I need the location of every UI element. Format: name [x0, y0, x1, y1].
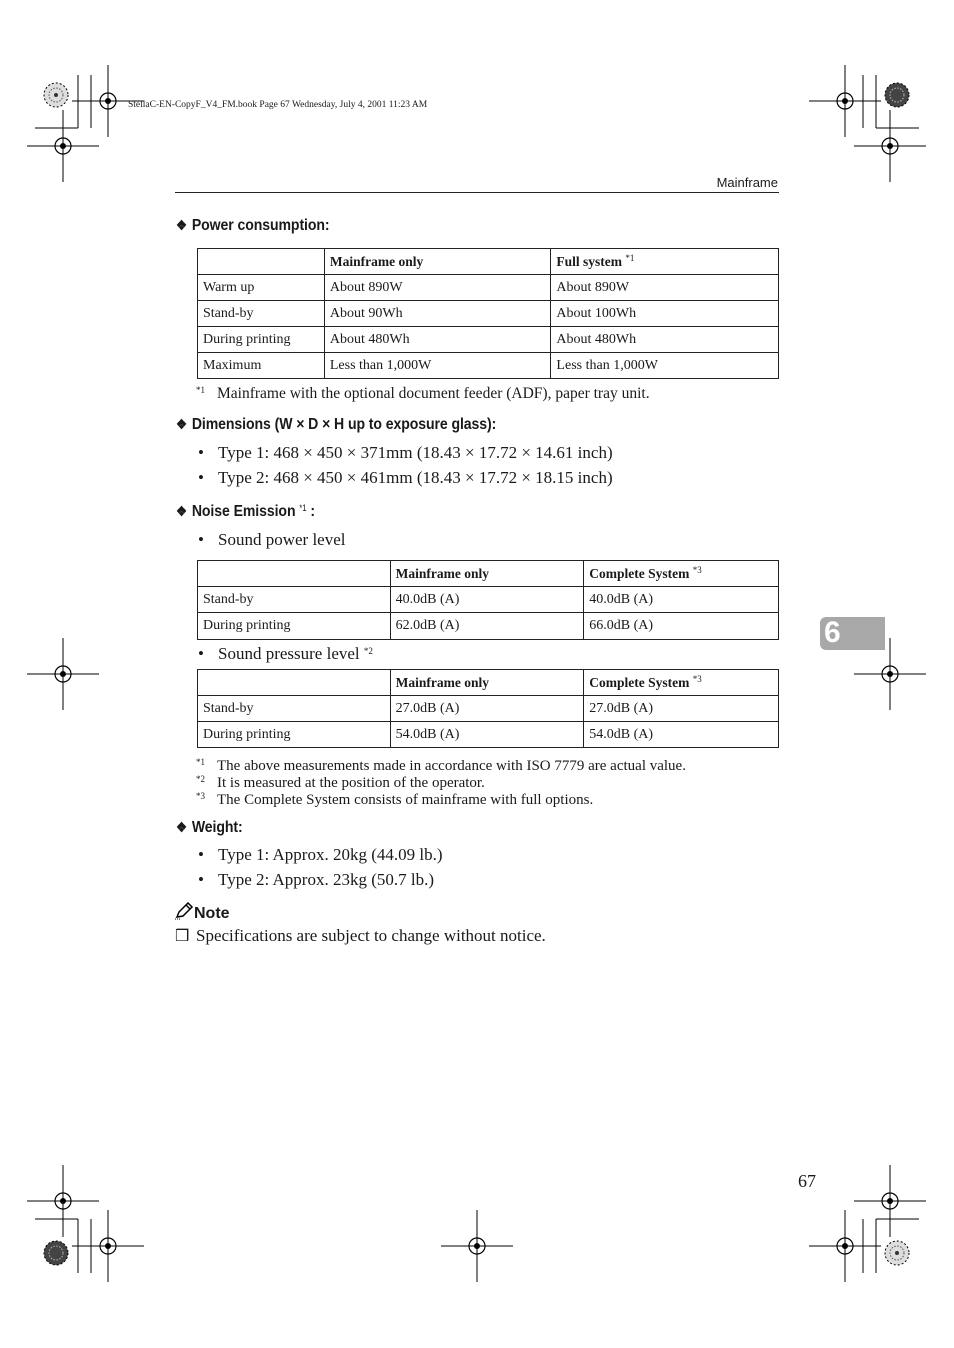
footnote-ref: *1 — [625, 252, 635, 263]
header-label: Full system — [556, 253, 623, 269]
noise-footnote — [196, 788, 593, 809]
footnote-ref: *3 — [692, 564, 702, 575]
table-cell: During printing — [198, 722, 391, 748]
sound-power-table — [197, 560, 779, 640]
diamond-bullet-icon: ❖ — [176, 217, 187, 233]
list-item-text: Type 2: Approx. 23kg (50.7 lb.) — [218, 870, 435, 889]
table-cell: 27.0dB (A) — [584, 696, 779, 722]
bullet-icon: • — [198, 530, 204, 549]
table-cell: 54.0dB (A) — [390, 722, 584, 748]
footnote-mark: *1 — [196, 385, 205, 395]
list-item — [198, 845, 443, 865]
footnote-text: The above measurements made in accordance with ISO 7779 are actual value. — [217, 758, 686, 774]
list-item-text: Sound power level — [218, 530, 346, 549]
running-header: Mainframe — [716, 175, 778, 190]
table-cell: Less than 1,000W — [324, 353, 551, 379]
list-item-text: Type 2: 468 × 450 × 461mm (18.43 × 17.72 × 18.15 inch) — [218, 468, 613, 487]
power-consumption-table — [197, 248, 779, 379]
table-cell: 40.0dB (A) — [390, 587, 584, 613]
table-header-row — [198, 561, 779, 587]
table-cell: Less than 1,000W — [551, 353, 779, 379]
table-header-row — [198, 670, 779, 696]
header-rule — [175, 192, 779, 193]
bullet-icon: • — [198, 644, 204, 663]
table-cell: About 890W — [324, 275, 551, 301]
table-cell: 40.0dB (A) — [584, 587, 779, 613]
table-row — [198, 613, 779, 640]
table-row — [198, 587, 779, 613]
table-row — [198, 696, 779, 722]
footnote-ref: *3 — [692, 673, 702, 684]
table-cell: About 890W — [551, 275, 779, 301]
table-row — [198, 275, 779, 301]
table-header-row — [198, 249, 779, 275]
noise-emission-heading — [176, 503, 315, 521]
list-item — [198, 443, 613, 463]
dimensions-heading-text: Dimensions (W × D × H up to exposure glass): — [191, 416, 497, 433]
footnote-text: The Complete System consists of mainframe with full options. — [217, 792, 594, 808]
table-header-cell: Mainframe only — [324, 249, 551, 275]
table-cell: Stand-by — [198, 301, 325, 327]
table-cell: During printing — [198, 327, 325, 353]
page-number: 67 — [798, 1171, 816, 1191]
header-label: Complete System — [589, 674, 690, 690]
table-cell: About 480Wh — [551, 327, 779, 353]
bullet-icon: • — [198, 870, 204, 889]
table-row — [198, 327, 779, 353]
table-cell: Maximum — [198, 353, 325, 379]
table-row — [198, 301, 779, 327]
note-heading-text: Note — [194, 905, 230, 922]
table-header-cell — [551, 249, 779, 275]
note-item-text: Specifications are subject to change without notice. — [196, 926, 546, 945]
table-cell: 66.0dB (A) — [584, 613, 779, 640]
list-item — [198, 644, 373, 664]
table-cell: About 90Wh — [324, 301, 551, 327]
power-footnote — [196, 385, 650, 403]
weight-heading-text: Weight: — [191, 819, 243, 836]
list-item — [198, 870, 434, 890]
dimensions-heading — [176, 416, 496, 434]
sound-pressure-table — [197, 669, 779, 748]
table-cell: About 100Wh — [551, 301, 779, 327]
footnote-ref: *2 — [363, 646, 373, 656]
header-label: Complete System — [589, 565, 690, 581]
table-cell: Stand-by — [198, 696, 391, 722]
noise-heading-text: Noise Emission — [191, 503, 296, 520]
list-item-text: Type 1: Approx. 20kg (44.09 lb.) — [218, 845, 443, 864]
table-header-cell — [584, 670, 779, 696]
bullet-icon: • — [198, 443, 204, 462]
list-item — [198, 530, 345, 550]
table-row — [198, 353, 779, 379]
footnote-mark: *3 — [196, 791, 205, 801]
list-item — [198, 468, 613, 488]
diamond-bullet-icon: ❖ — [176, 416, 187, 432]
table-header-cell — [198, 561, 391, 587]
chapter-tab — [820, 617, 885, 650]
table-cell: 54.0dB (A) — [584, 722, 779, 748]
footnote-mark: *2 — [196, 774, 205, 784]
table-header-cell — [198, 670, 391, 696]
table-header-cell — [584, 561, 779, 587]
note-item — [175, 926, 546, 946]
weight-heading — [176, 819, 243, 837]
bullet-icon: • — [198, 845, 204, 864]
power-consumption-heading — [176, 217, 330, 235]
table-cell: Warm up — [198, 275, 325, 301]
list-item-text: Sound pressure level — [218, 644, 360, 663]
footnote-ref: *1 — [299, 503, 307, 513]
table-header-cell: Mainframe only — [390, 561, 584, 587]
table-header-cell: Mainframe only — [390, 670, 584, 696]
diamond-bullet-icon: ❖ — [176, 503, 187, 519]
footnote-mark: *1 — [196, 757, 205, 767]
footnote-text: Mainframe with the optional document feeder (ADF), paper tray unit. — [217, 385, 650, 402]
table-row — [198, 722, 779, 748]
table-cell: Stand-by — [198, 587, 391, 613]
note-heading — [174, 902, 230, 923]
list-item-text: Type 1: 468 × 450 × 371mm (18.43 × 17.72 × 14.61 inch) — [218, 443, 613, 462]
footnote-text: It is measured at the position of the operator. — [217, 775, 485, 791]
table-header-cell — [198, 249, 325, 275]
power-heading-text: Power consumption: — [191, 217, 330, 234]
file-info: StellaC-EN-CopyF_V4_FM.book Page 67 Wednesday, July 4, 2001 11:23 AM — [128, 100, 428, 110]
table-cell: During printing — [198, 613, 391, 640]
noise-heading-suffix: : — [306, 503, 316, 520]
table-cell: 27.0dB (A) — [390, 696, 584, 722]
chapter-number: 6 — [824, 616, 841, 649]
diamond-bullet-icon: ❖ — [176, 819, 187, 835]
table-cell: 62.0dB (A) — [390, 613, 584, 640]
bullet-icon: • — [198, 468, 204, 487]
checkbox-square-icon: ❒ — [175, 928, 190, 945]
pencil-icon — [174, 902, 194, 920]
table-cell: About 480Wh — [324, 327, 551, 353]
